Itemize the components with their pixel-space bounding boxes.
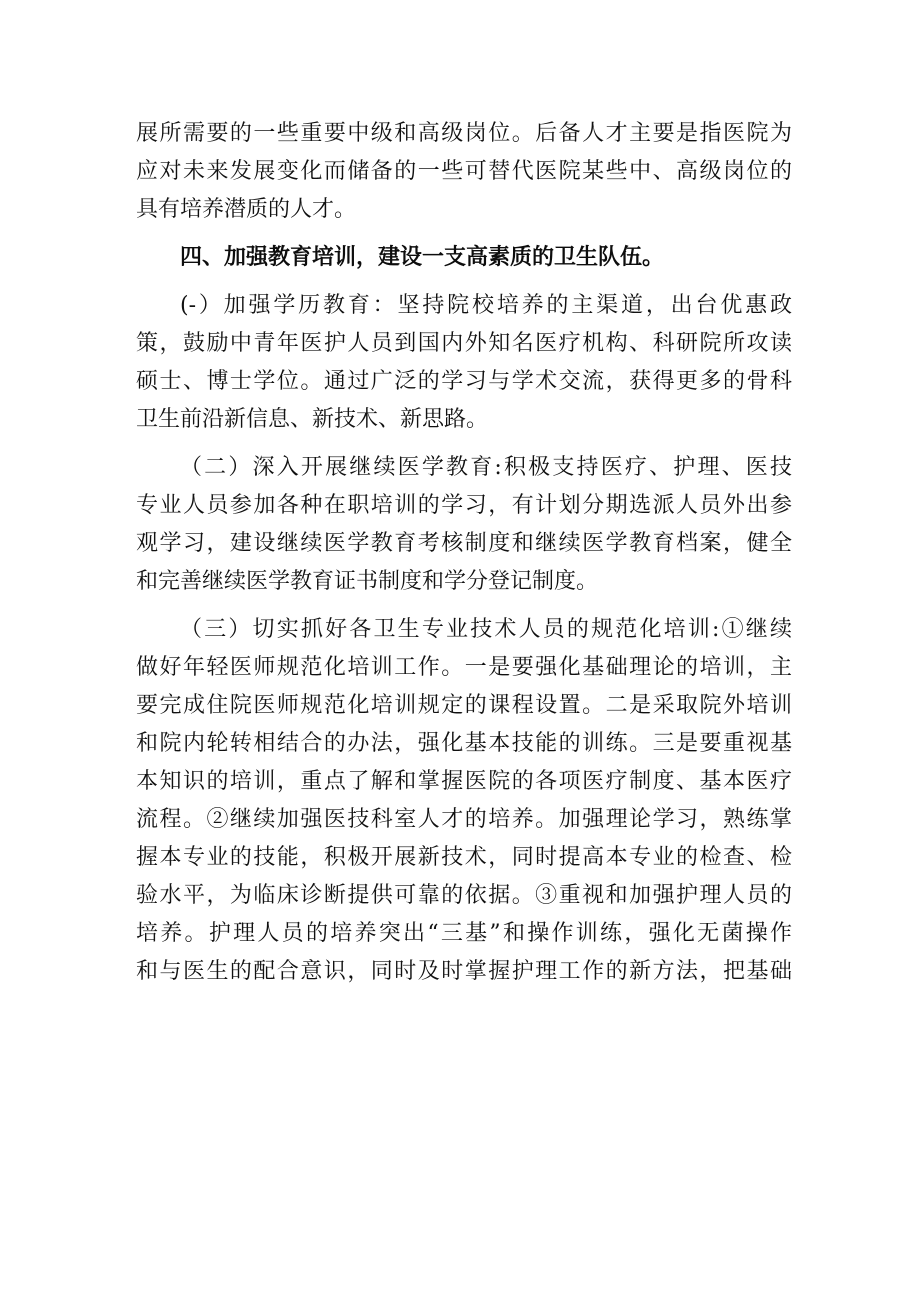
paragraph-standardized-training <box>136 611 792 991</box>
paragraph-degree-education <box>136 287 792 439</box>
text-line: （三）切实抓好各卫生专业技术人员的规范化培训:①继续 <box>180 617 792 642</box>
text-line: (-）加强学历教育：坚持院校培养的主渠道，出台优惠政 <box>180 293 792 318</box>
text-line: 展所需要的一些重要中级和高级岗位。后备人才主要是指医院为 <box>136 121 792 146</box>
text-line: 观学习，建设继续医学教育考核制度和继续医学教育档案，健全 <box>136 531 792 556</box>
paragraph-continuing-education <box>136 449 792 601</box>
text-line: 验水平，为临床诊断提供可靠的依据。③重视和加强护理人员的 <box>136 883 792 908</box>
section-heading: 四、加强教育培训，建设一支高素质的卫生队伍。 <box>180 245 665 270</box>
document-body <box>136 115 792 1001</box>
text-line: 策，鼓励中青年医护人员到国内外知名医疗机构、科研院所攻读 <box>136 331 792 356</box>
text-line: 具有培养潜质的人才。 <box>136 197 357 222</box>
text-line: 和院内轮转相结合的办法，强化基本技能的训练。三是要重视基 <box>136 731 792 756</box>
text-line: 本知识的培训，重点了解和掌握医院的各项医疗制度、基本医疗 <box>136 769 792 794</box>
text-line: 做好年轻医师规范化培训工作。一是要强化基础理论的培训，主 <box>136 655 792 680</box>
text-line: 要完成住院医师规范化培训规定的课程设置。二是采取院外培训 <box>136 693 792 718</box>
paragraph-talent-reserve <box>136 115 792 229</box>
text-line: 流程。②继续加强医技科室人才的培养。加强理论学习，熟练掌 <box>136 807 792 832</box>
text-line: 应对未来发展变化而储备的一些可替代医院某些中、高级岗位的 <box>136 159 792 184</box>
text-line: 握本专业的技能，积极开展新技术，同时提高本专业的检查、检 <box>136 845 792 870</box>
text-line: 和完善继续医学教育证书制度和学分登记制度。 <box>136 569 599 594</box>
text-line: 培养。护理人员的培养突出“三基”和操作训练，强化无菌操作 <box>136 921 792 946</box>
text-line: 专业人员参加各种在职培训的学习，有计划分期选派人员外出参 <box>136 493 792 518</box>
text-line: 硕士、博士学位。通过广泛的学习与学术交流，获得更多的骨科 <box>136 369 792 394</box>
text-line: 和与医生的配合意识，同时及时掌握护理工作的新方法，把基础 <box>136 959 792 984</box>
text-line: 卫生前沿新信息、新技术、新思路。 <box>136 407 489 432</box>
text-line: （二）深入开展继续医学教育:积极支持医疗、护理、医技 <box>180 455 792 480</box>
